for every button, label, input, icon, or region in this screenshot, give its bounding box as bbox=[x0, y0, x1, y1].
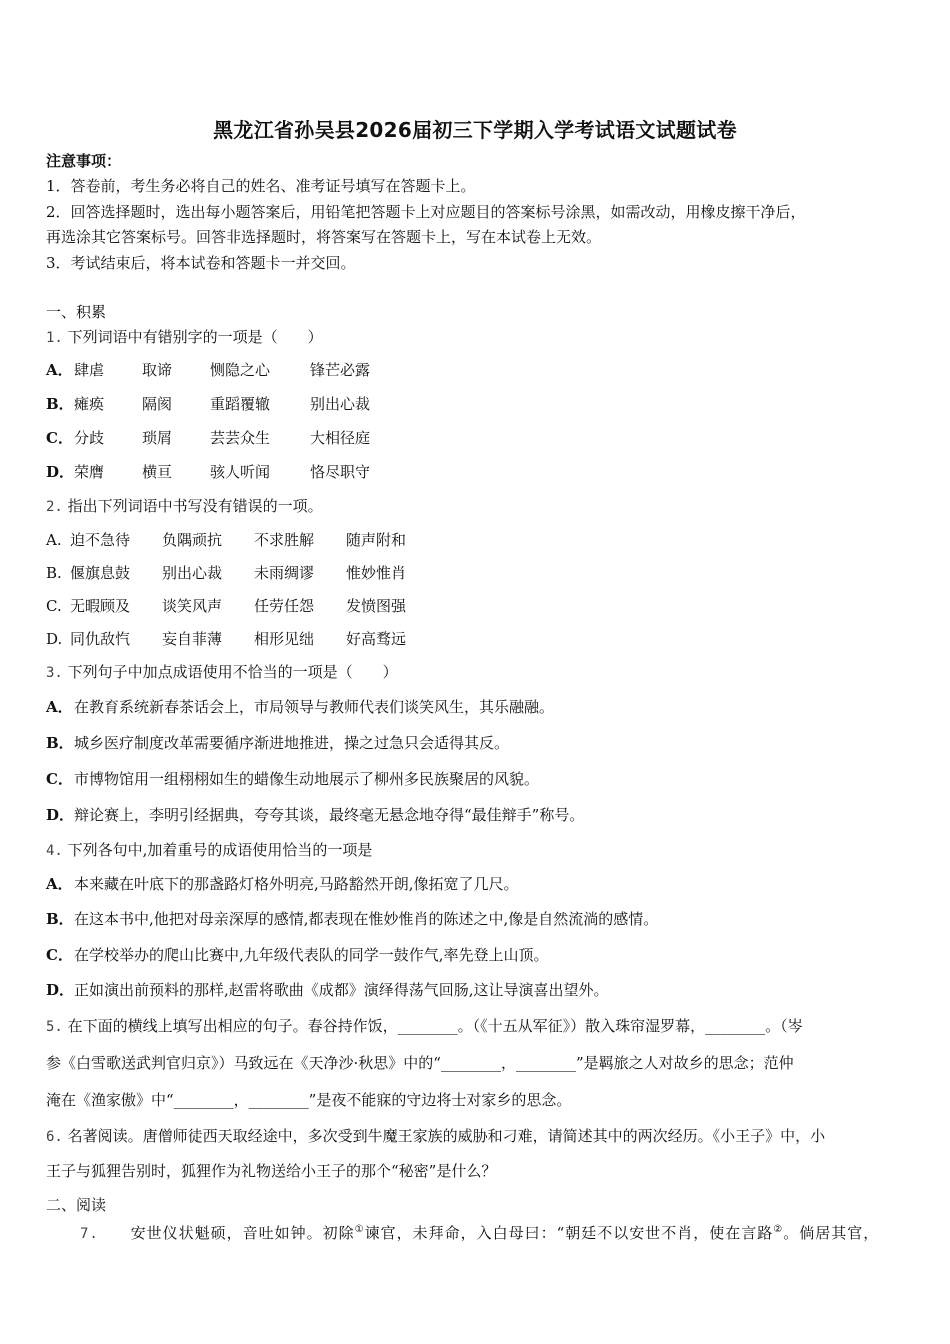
note-item: 1．答卷前，考生务必将自己的姓名、准考证号填写在答题卡上。 bbox=[46, 177, 476, 195]
note-item: 3．考试结束后，将本试卷和答题卡一并交回。 bbox=[46, 254, 356, 272]
option-word: 不求胜解 bbox=[254, 531, 315, 549]
option-word: 隔阂 bbox=[142, 395, 173, 413]
question-number: 4. bbox=[46, 843, 63, 859]
option-text: 辩论赛上，李明引经据典，夸夸其谈，最终毫无悬念地夺得“最佳辩手”称号。 bbox=[74, 806, 585, 824]
option-word: 发愤图强 bbox=[346, 597, 407, 615]
option-word: 恪尽职守 bbox=[310, 463, 371, 481]
question-6-line bbox=[46, 1126, 825, 1147]
option-word: 肆虐 bbox=[74, 361, 105, 379]
question-number: 2. bbox=[46, 499, 63, 515]
option-label: C． bbox=[46, 770, 73, 788]
question-text: 下列各句中,加着重号的成语使用恰当的一项是 bbox=[67, 841, 373, 859]
page-title: 黑龙江省孙吴县2026届初三下学期入学考试语文试题试卷 bbox=[213, 118, 737, 142]
option-word: 负隅顽抗 bbox=[162, 531, 223, 549]
question-5-line: 淹在《渔家傲》中“________，________”是夜不能寐的守边将士对家乡的思念。 bbox=[46, 1091, 572, 1109]
q1-option-c bbox=[46, 428, 370, 448]
passage-text: 谏官，未拜命，入白母曰：“朝廷不以安世不肖，使在言路 bbox=[364, 1224, 774, 1242]
question-6-line: 王子与狐狸告别时，狐狸作为礼物送给小王子的那个“秘密”是什么？ bbox=[46, 1162, 497, 1180]
question-1-stem bbox=[46, 327, 323, 348]
option-label: A． bbox=[46, 698, 73, 716]
section-heading-accumulation: 一、积累 bbox=[46, 303, 107, 321]
question-5-line: 参《白雪歌送武判官归京》）马致远在《天净沙·秋思》中的“________，________”是羁旅之人对故乡的思念；范仲 bbox=[46, 1054, 794, 1072]
option-word: 骇人听闻 bbox=[210, 463, 271, 481]
option-word: 偃旗息鼓 bbox=[70, 564, 131, 582]
question-number: 5. bbox=[46, 1019, 63, 1035]
q1-option-d bbox=[46, 462, 370, 482]
option-word: 恻隐之心 bbox=[210, 361, 271, 379]
option-word: 锋芒必露 bbox=[310, 361, 371, 379]
footnote-marker: ① bbox=[354, 1224, 365, 1235]
question-number: 6. bbox=[46, 1129, 63, 1145]
option-label: B． bbox=[46, 910, 74, 928]
option-text: 本来藏在叶底下的那盏路灯格外明亮,马路豁然开朗,像拓宽了几尺。 bbox=[74, 875, 519, 893]
option-word: 随声附和 bbox=[346, 531, 407, 549]
option-word: 迫不急待 bbox=[70, 531, 131, 549]
section-heading-reading: 二、阅读 bbox=[46, 1196, 107, 1214]
q2-option-c bbox=[46, 596, 406, 616]
option-label: D. bbox=[46, 630, 63, 648]
q3-option-b bbox=[46, 733, 509, 753]
passage-text: 。倘居其官， bbox=[783, 1224, 880, 1242]
q2-option-d bbox=[46, 629, 406, 649]
question-4-stem bbox=[46, 840, 372, 861]
option-label: C. bbox=[46, 597, 62, 615]
option-word: 别出心裁 bbox=[162, 564, 223, 582]
option-word: 同仇敌忾 bbox=[70, 630, 131, 648]
option-label: C． bbox=[46, 946, 73, 964]
q1-option-a bbox=[46, 360, 370, 380]
option-word: 芸芸众生 bbox=[210, 429, 271, 447]
q1-option-b bbox=[46, 394, 370, 414]
option-label: A． bbox=[46, 875, 73, 893]
option-text: 市博物馆用一组栩栩如生的蜡像生动地展示了柳州多民族聚居的风貌。 bbox=[74, 770, 540, 788]
option-label: B． bbox=[46, 395, 74, 413]
question-number: 3. bbox=[46, 665, 63, 681]
option-label: A. bbox=[46, 531, 62, 549]
note-item: 2．回答选择题时，选出每小题答案后，用铅笔把答题卡上对应题目的答案标号涂黑，如需改动，用橡皮擦干净后， bbox=[46, 203, 806, 221]
q2-option-b bbox=[46, 563, 406, 583]
q3-option-c bbox=[46, 769, 539, 789]
option-word: 重蹈覆辙 bbox=[210, 395, 271, 413]
q4-option-b bbox=[46, 909, 658, 929]
question-text: 指出下列词语中书写没有错误的一项。 bbox=[67, 497, 323, 515]
question-number: 1. bbox=[46, 330, 63, 346]
option-label: C． bbox=[46, 429, 73, 447]
question-text: 下列句子中加点成语使用不恰当的一项是（ ） bbox=[67, 663, 398, 681]
passage-text: 安世仪状魁硕，音吐如钟。初除 bbox=[130, 1224, 355, 1242]
option-label: B. bbox=[46, 564, 62, 582]
option-word: 无暇顾及 bbox=[70, 597, 131, 615]
question-text: 下列词语中有错别字的一项是（ ） bbox=[67, 328, 323, 346]
footnote-marker: ② bbox=[773, 1224, 784, 1235]
notes-heading: 注意事项： bbox=[46, 152, 122, 170]
option-word: 惟妙惟肖 bbox=[346, 564, 407, 582]
option-text: 城乡医疗制度改革需要循序渐进地推进，操之过急只会适得其反。 bbox=[74, 734, 510, 752]
q3-option-d bbox=[46, 805, 584, 825]
option-word: 大相径庭 bbox=[310, 429, 371, 447]
q4-option-d bbox=[46, 980, 609, 1000]
q4-option-a bbox=[46, 874, 519, 894]
option-word: 琐屑 bbox=[142, 429, 173, 447]
q4-option-c bbox=[46, 945, 549, 965]
option-word: 分歧 bbox=[74, 429, 105, 447]
option-word: 别出心裁 bbox=[310, 395, 371, 413]
option-text: 在教育系统新春茶话会上，市局领导与教师代表们谈笑风生，其乐融融。 bbox=[74, 698, 555, 716]
option-word: 横亘 bbox=[142, 463, 173, 481]
q3-option-a bbox=[46, 697, 554, 717]
option-word: 好高骛远 bbox=[346, 630, 407, 648]
question-number: 7. bbox=[80, 1226, 99, 1242]
q2-option-a bbox=[46, 530, 406, 550]
option-text: 在学校举办的爬山比赛中,九年级代表队的同学一鼓作气,率先登上山顶。 bbox=[74, 946, 549, 964]
option-label: D． bbox=[46, 981, 75, 999]
option-label: A． bbox=[46, 361, 73, 379]
option-label: D． bbox=[46, 463, 75, 481]
option-word: 妄自菲薄 bbox=[162, 630, 223, 648]
option-word: 瘫痪 bbox=[74, 395, 105, 413]
option-text: 在这本书中,他把对母亲深厚的感情,都表现在惟妙惟肖的陈述之中,像是自然流淌的感情。 bbox=[74, 910, 659, 928]
question-3-stem bbox=[46, 662, 398, 683]
option-word: 任劳任怨 bbox=[254, 597, 315, 615]
option-text: 正如演出前预料的那样,赵雷将歌曲《成都》演绎得荡气回肠,这让导演喜出望外。 bbox=[74, 981, 609, 999]
question-5-line bbox=[46, 1016, 803, 1037]
question-2-stem bbox=[46, 496, 323, 517]
option-label: D． bbox=[46, 806, 75, 824]
note-item: 再选涂其它答案标号。回答非选择题时，将答案写在答题卡上，写在本试卷上无效。 bbox=[46, 228, 602, 246]
option-word: 取谛 bbox=[142, 361, 173, 379]
question-text: 名著阅读。唐僧师徒西天取经途中，多次受到牛魔王家族的威胁和刁难，请简述其中的两次经历。《小王子》中，小 bbox=[67, 1127, 826, 1145]
option-word: 未雨绸谬 bbox=[254, 564, 315, 582]
question-7-passage bbox=[80, 1220, 879, 1244]
option-word: 相形见绌 bbox=[254, 630, 315, 648]
option-label: B． bbox=[46, 734, 74, 752]
option-word: 荣膺 bbox=[74, 463, 105, 481]
option-word: 谈笑风声 bbox=[162, 597, 223, 615]
question-text: 在下面的横线上填写出相应的句子。春谷持作饭，________。（《十五从军征》）散入珠帘湿罗幕，________。（岑 bbox=[67, 1017, 803, 1035]
